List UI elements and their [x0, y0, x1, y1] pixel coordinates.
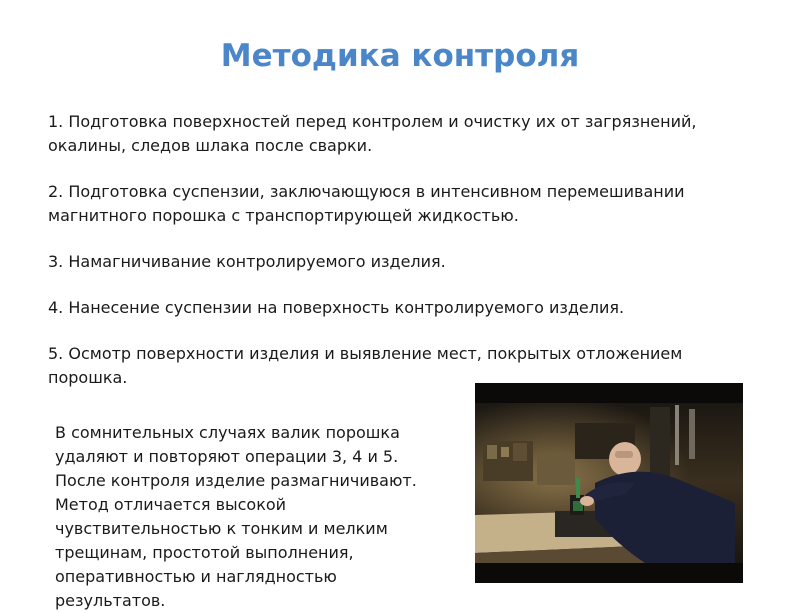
- procedure-steps-list: [48, 110, 748, 390]
- step-1: 1. Подготовка поверхностей перед контролем и очистку их от загрязнений, окалины, следов шлака после сварки.: [48, 112, 697, 155]
- step-4: 4. Нанесение суспензии на поверхность контролируемого изделия.: [48, 298, 625, 317]
- step-2: 2. Подготовка суспензии, заключающуюся в интенсивном перемешивании магнитного порошка с транспортирующей жидкостью.: [48, 182, 685, 225]
- note-paragraph: В сомнительных случаях валик порошка удаляют и повторяют операции 3, 4 и 5. После контроля изделие размагничивают. Метод отличается высокой чувствительностью к тонким и мелким трещинам, простотой выполнения, оперативностью и наглядностью результатов.: [55, 423, 417, 610]
- step-5: 5. Осмотр поверхности изделия и выявление мест, покрытых отложением порошка.: [48, 344, 683, 387]
- inspection-photo: [475, 383, 743, 583]
- page-title: Методика контроля: [220, 38, 580, 74]
- step-3: 3. Намагничивание контролируемого изделия.: [48, 252, 446, 271]
